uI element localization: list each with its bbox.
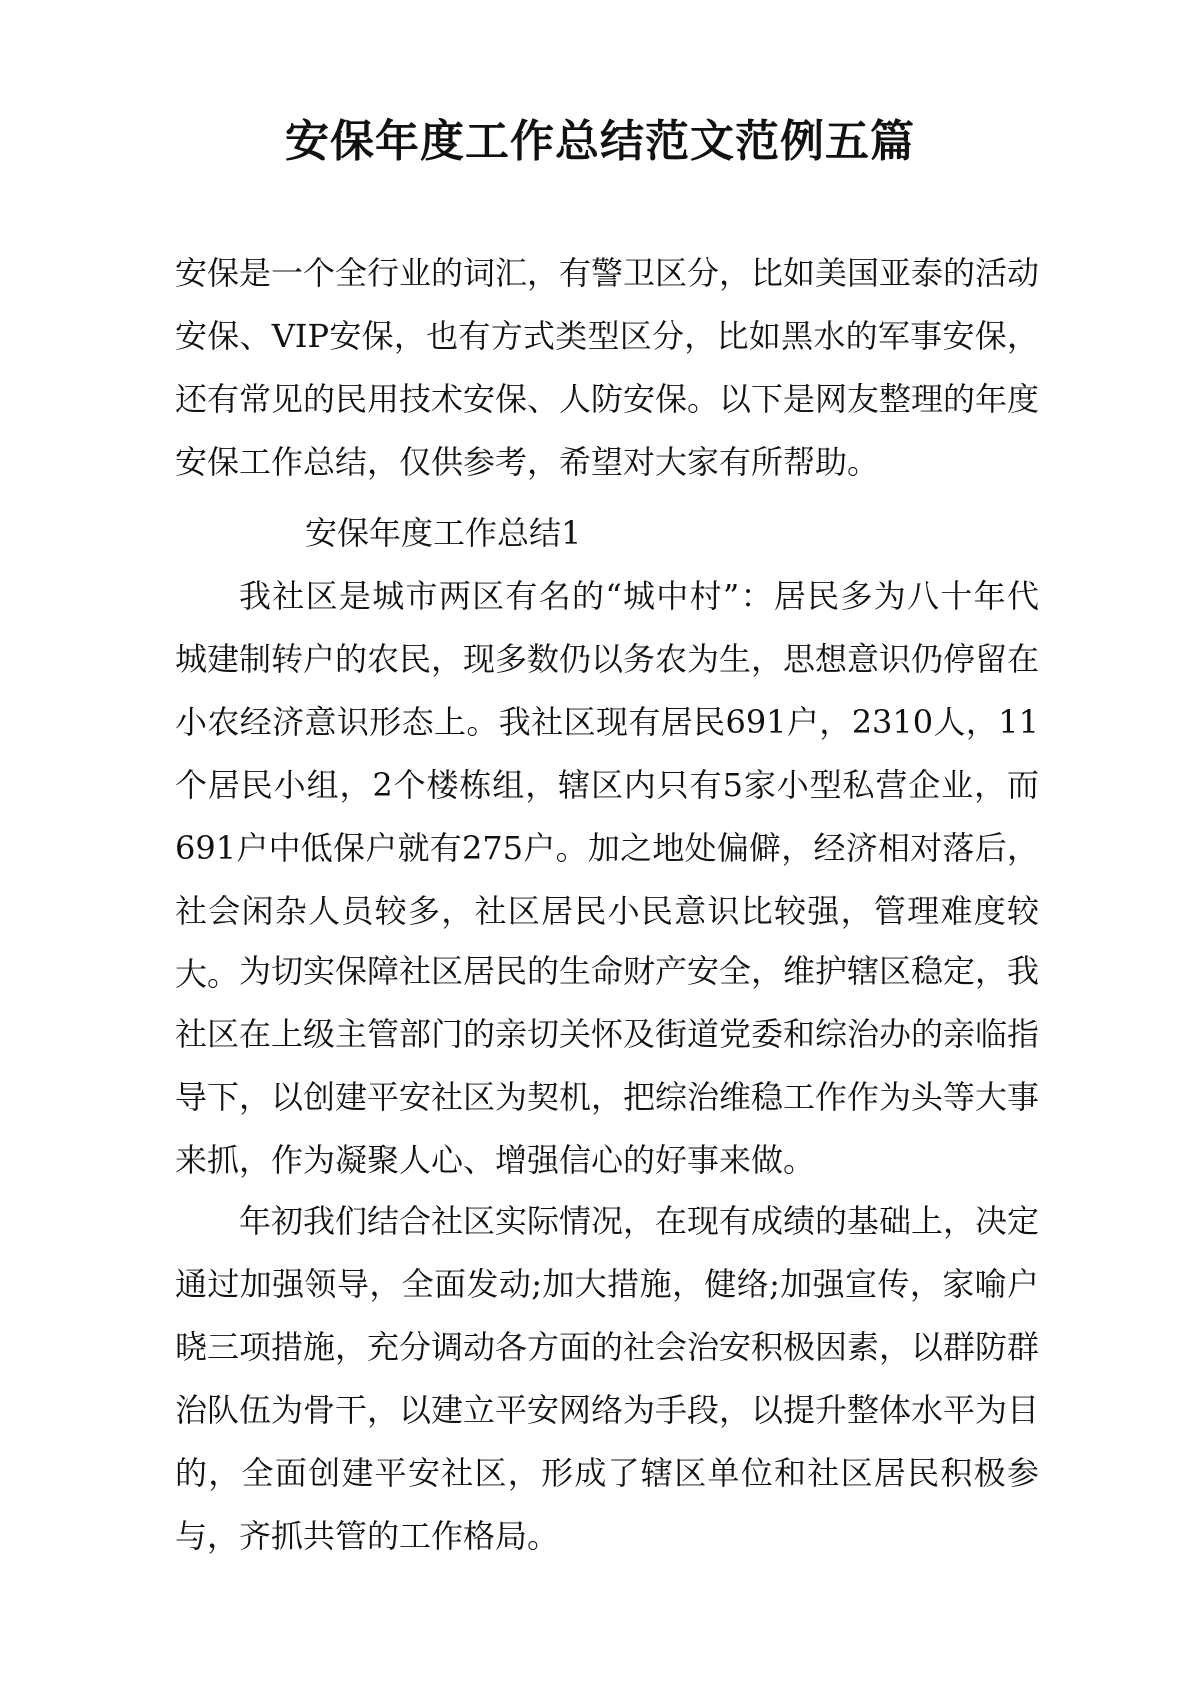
document-title: 安保年度工作总结范文范例五篇 [285, 116, 915, 167]
body-paragraph-1: 我社区是城市两区有名的“城中村”：居民多为八十年代城建制转户的农民，现多数仍以务农为生，思想意识仍停留在小农经济意识形态上。我社区现有居民691户，2310人，11个居民小组，2个楼栋组，辖区内只有5家小型私营企业，而691户中低保户就有275户。加之地处偏僻，经济相对落后，社会闲杂人员较多，社区居民小民意识比较强，管理难度较大。 [175, 577, 1040, 993]
body-paragraph-2: 为切实保障社区居民的生命财产安全，维护辖区稳定，我社区在上级主管部门的亲切关怀及街道党委和综治办的亲临指导下，以创建平安社区为契机，把综治维稳工作作为头等大事来抓，作为凝聚人心、增强信心的好事来做。 [175, 952, 1040, 1179]
body-paragraph-3: 年初我们结合社区实际情况，在现有成绩的基础上，决定通过加强领导，全面发动;加大措施，健络;加强宣传，家喻户晓三项措施，充分调动各方面的社会治安积极因素，以群防群治队伍为骨干，以建立平安网络为手段，以提升整体水平为目的，全面创建平安社区，形成了辖区单位和社区居民积极参与，齐抓共管的工作格局。 [175, 1202, 1040, 1555]
section-heading: 安保年度工作总结1 [305, 514, 582, 552]
intro-paragraph: 安保是一个全行业的词汇，有警卫区分，比如美国亚泰的活动安保、VIP安保，也有方式类型区分，比如黑水的军事安保，还有常见的民用技术安保、人防安保。以下是网友整理的年度安保工作总结，仅供参考，希望对大家有所帮助。 [175, 254, 1040, 481]
